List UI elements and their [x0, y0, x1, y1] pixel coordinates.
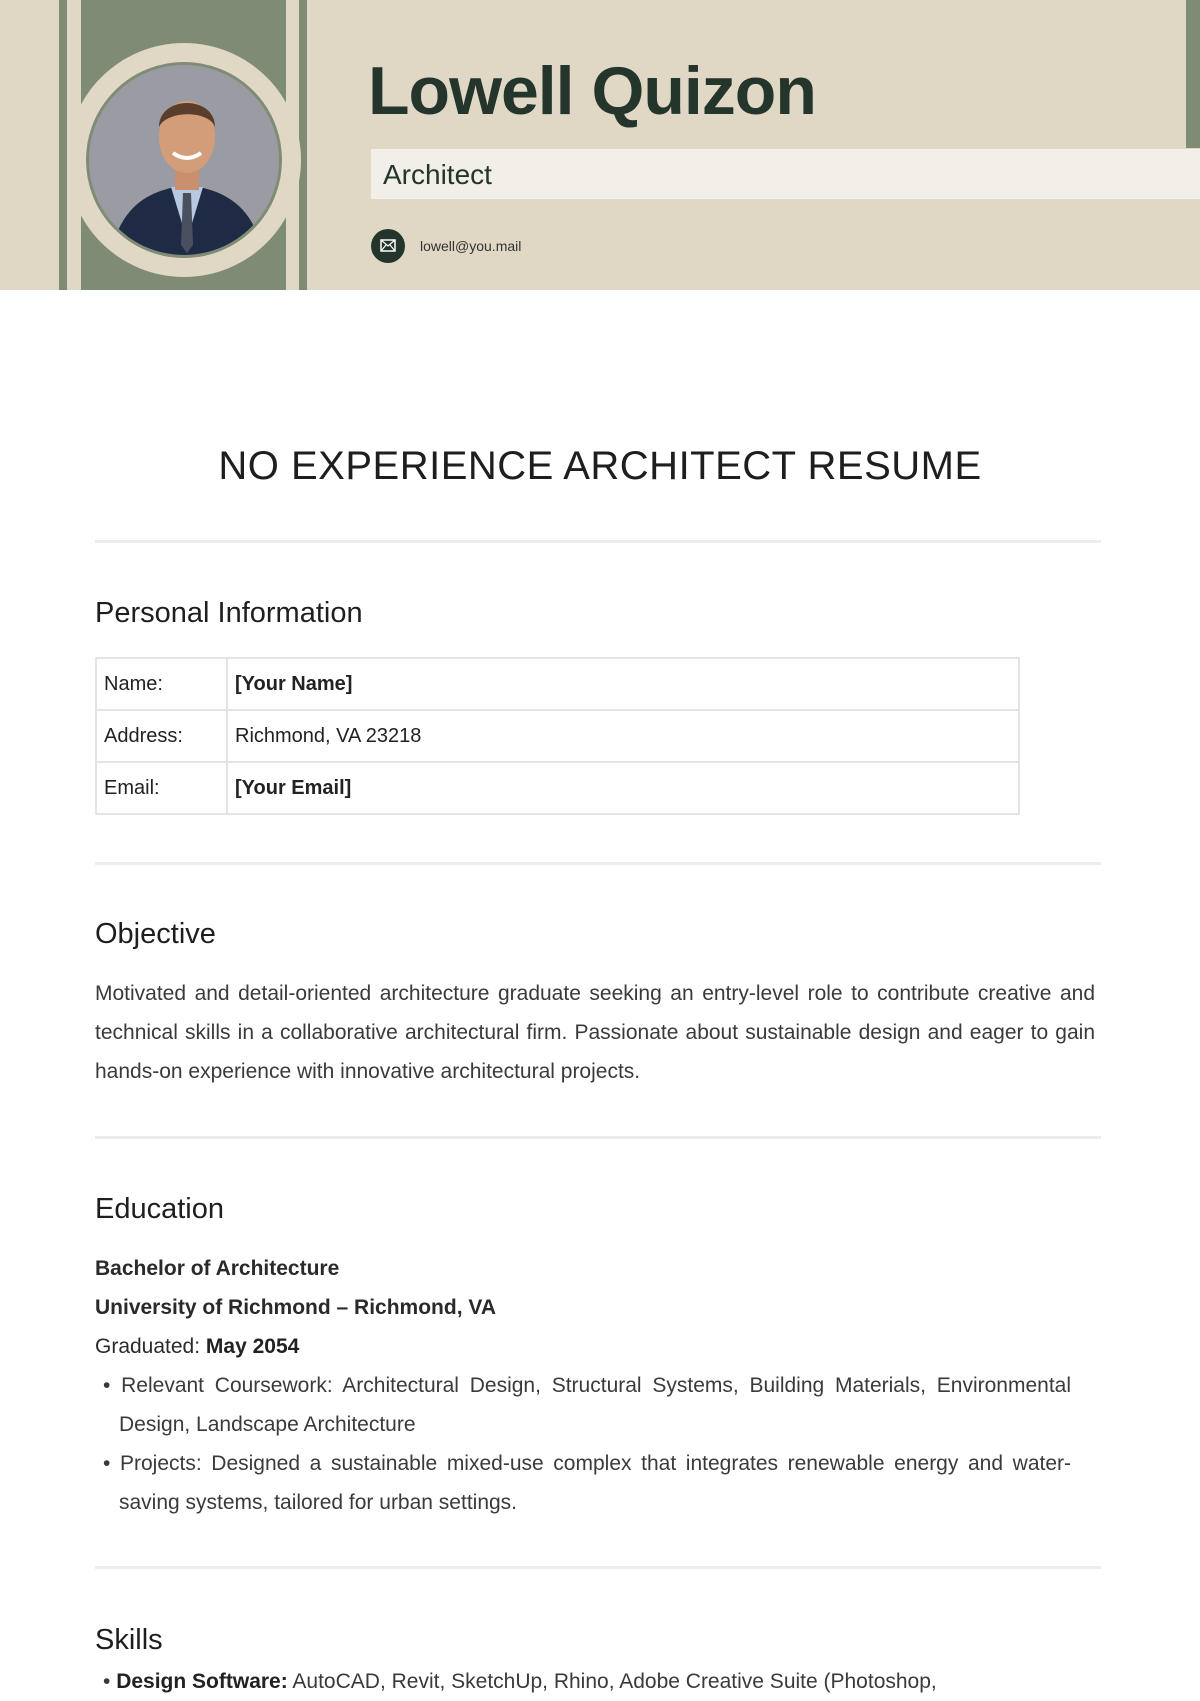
list-item: • Relevant Coursework: Architectural Design, Structural Systems, Building Materials, Environmental Design, Landscape Architecture — [103, 1374, 1071, 1436]
document-title: NO EXPERIENCE ARCHITECT RESUME — [218, 444, 982, 488]
row-label: Address: — [96, 710, 227, 762]
decor-stripe — [1186, 0, 1200, 148]
divider — [95, 1136, 1101, 1139]
mail-icon — [371, 229, 405, 263]
graduation — [95, 1335, 299, 1359]
list-item: • Design Software: AutoCAD, Revit, SketchUp, Rhino, Adobe Creative Suite (Photoshop, — [103, 1670, 937, 1693]
graduated-date: May 2054 — [205, 1335, 300, 1358]
divider — [95, 1566, 1101, 1569]
row-value: [Your Name] — [227, 658, 1019, 710]
row-value: Richmond, VA 23218 — [227, 710, 1019, 762]
decor-stripe — [59, 0, 67, 290]
divider — [95, 862, 1101, 865]
decor-stripe — [299, 0, 307, 290]
divider — [95, 540, 1101, 543]
section-heading-objective: Objective — [95, 918, 216, 950]
objective-text: Motivated and detail-oriented architecture graduate seeking an entry-level role to contribute creative and technical skills in a collaborative architectural firm. Passionate about sustainable design and eager to gain hands-on experience with innovative architectural projects. — [95, 982, 1095, 1083]
row-label: Name: — [96, 658, 227, 710]
skill-text: AutoCAD, Revit, SketchUp, Rhino, Adobe Creative Suite (Photoshop, — [292, 1670, 937, 1693]
resume-header — [0, 0, 1200, 290]
section-heading-education: Education — [95, 1193, 224, 1225]
profile-photo — [86, 62, 282, 258]
section-heading-skills: Skills — [95, 1624, 163, 1656]
role-bar — [371, 149, 1200, 199]
contact-email[interactable]: lowell@you.mail — [420, 238, 522, 254]
table-row — [96, 658, 1019, 710]
row-label: Email: — [96, 762, 227, 814]
table-row — [96, 710, 1019, 762]
candidate-role: Architect — [383, 159, 492, 190]
graduated-label: Graduated: — [95, 1335, 201, 1358]
skill-label: Design Software: — [116, 1670, 288, 1693]
personal-info-table — [95, 657, 1020, 815]
table-row — [96, 762, 1019, 814]
degree: Bachelor of Architecture — [95, 1257, 340, 1280]
row-value: [Your Email] — [227, 762, 1019, 814]
list-item: • Projects: Designed a sustainable mixed-use complex that integrates renewable energy and water-saving systems, tailored for urban settings. — [103, 1452, 1071, 1514]
school: University of Richmond – Richmond, VA — [95, 1296, 496, 1319]
section-heading-personal: Personal Information — [95, 597, 363, 629]
candidate-name: Lowell Quizon — [368, 53, 816, 129]
